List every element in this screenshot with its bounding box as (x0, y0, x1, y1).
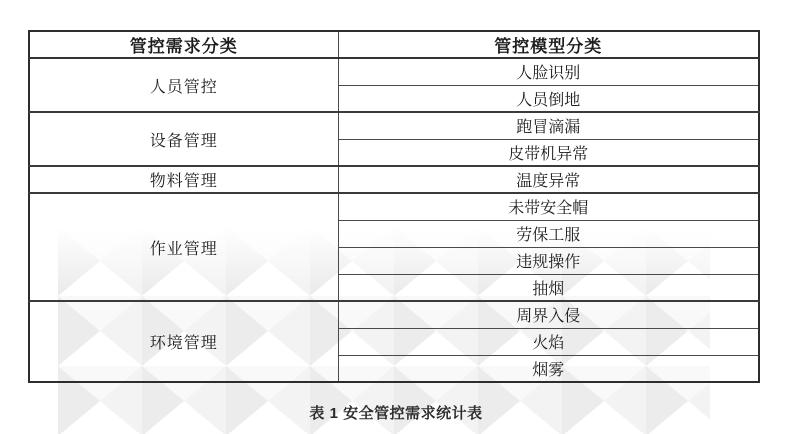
table-header-row (29, 31, 759, 58)
model-cell: 劳保工服 (338, 220, 759, 247)
model-cell: 皮带机异常 (338, 139, 759, 166)
category-cell-material: 物料管理 (29, 166, 338, 193)
table-caption: 表 1 安全管控需求统计表 (309, 405, 483, 422)
model-cell: 违规操作 (338, 247, 759, 274)
model-cell: 火焰 (338, 328, 759, 355)
column-header-model-category: 管控模型分类 (338, 31, 759, 58)
table-row (29, 193, 759, 220)
model-cell: 未带安全帽 (338, 193, 759, 220)
model-cell: 烟雾 (338, 355, 759, 382)
model-cell: 跑冒滴漏 (338, 112, 759, 139)
column-header-demand-category: 管控需求分类 (29, 31, 338, 58)
table-row (29, 112, 759, 139)
model-cell: 温度异常 (338, 166, 759, 193)
model-cell: 周界入侵 (338, 301, 759, 328)
model-cell: 抽烟 (338, 274, 759, 301)
category-cell-environment: 环境管理 (29, 301, 338, 382)
category-cell-personnel: 人员管控 (29, 58, 338, 112)
category-cell-operation: 作业管理 (29, 193, 338, 301)
category-cell-equipment: 设备管理 (29, 112, 338, 166)
table-row (29, 166, 759, 193)
table-row (29, 301, 759, 328)
model-cell: 人员倒地 (338, 85, 759, 112)
safety-control-table (28, 30, 760, 383)
model-cell: 人脸识别 (338, 58, 759, 85)
table-row (29, 58, 759, 85)
